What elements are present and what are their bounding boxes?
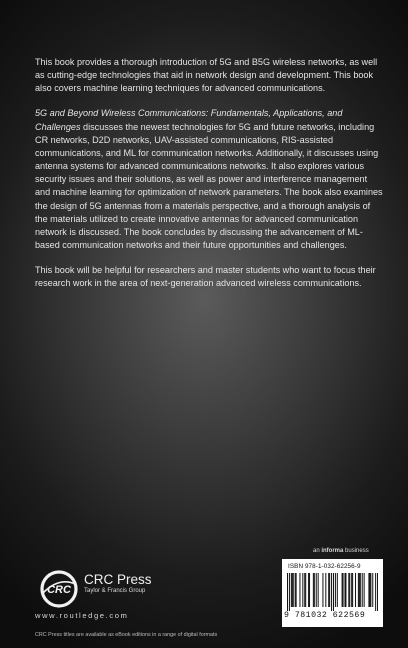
barcode-icon <box>287 573 378 611</box>
barcode-bar <box>304 573 305 607</box>
isbn-barcode-box <box>282 559 383 627</box>
barcode-bar <box>291 573 292 607</box>
barcode-bar <box>335 573 336 607</box>
barcode-bar <box>329 573 330 607</box>
barcode-bar <box>368 573 369 607</box>
isbn-label: ISBN 978-1-032-62256-9 <box>288 563 361 570</box>
barcode-bar <box>370 573 371 607</box>
ean-first-digit: 9 <box>284 611 290 620</box>
publisher-name: CRC Press <box>84 572 152 587</box>
blurb-paragraph-3: This book will be helpful for researchers and master students who want to focus their research work in the area of next-generation advanced wireless communications. <box>35 265 376 289</box>
barcode-bar <box>344 573 345 607</box>
barcode-bar <box>299 573 300 607</box>
barcode-bar <box>325 573 326 607</box>
blurb-paragraph-2-body: discusses the newest technologies for 5G and future networks, including CR networks, D2D networks, UAV-assisted communications, RIS-assisted communications, and ML for communication networks. Additionally, it discusses using antenna systems for advanced communications networks. It also explores various security issues and their solutions, as well as power and interference management and machine learning for optimization of network parameters. The book also examines the design of 5G antennas from a materials perspective, and a thorough analysis of the materials utilized to create innovative antennas for advanced communication network is discussed. The book concludes by discussing the advancement of ML-based communication networks and their future opportunities and challenges. <box>35 121 383 251</box>
ean-right-group: 622569 <box>332 611 366 620</box>
informa-suffix: business <box>343 548 369 554</box>
barcode-bar <box>345 573 346 607</box>
informa-prefix: an <box>313 548 322 554</box>
crc-logo-text: CRC <box>47 584 71 596</box>
crc-press-logo-icon <box>39 569 79 609</box>
barcode-bar <box>287 573 288 611</box>
barcode-bar <box>372 573 373 607</box>
barcode-bar <box>314 573 315 607</box>
publisher-subtitle: Taylor & Francis Group <box>84 588 146 594</box>
informa-business-line <box>313 548 369 554</box>
barcode-bar <box>331 573 332 611</box>
barcode-bar <box>322 573 323 607</box>
barcode-bar <box>351 573 352 607</box>
barcode-bar <box>359 573 360 607</box>
ean-digits <box>284 611 381 620</box>
barcode-bar <box>333 573 334 611</box>
book-title-italic: 5G and Beyond Wireless Communications: Fundamentals, Applications, and Challenges <box>35 108 343 132</box>
ebook-availability-note: CRC Press titles are available as eBook editions in a range of digital formats <box>35 632 218 638</box>
barcode-bar <box>302 573 303 607</box>
barcode-bar <box>295 573 296 607</box>
blurb-paragraph-2 <box>35 107 383 252</box>
barcode-bar <box>292 573 293 607</box>
barcode-bar <box>337 573 338 607</box>
barcode-bar <box>309 573 310 607</box>
barcode-bar <box>349 573 350 607</box>
ean-left-group: 781032 <box>294 611 328 620</box>
barcode-bar <box>362 573 363 607</box>
publisher-website[interactable]: www.routledge.com <box>35 611 129 620</box>
barcode-bar <box>369 573 370 607</box>
barcode-bar <box>318 573 319 607</box>
barcode-bar <box>352 573 353 607</box>
barcode-bar <box>364 573 365 607</box>
barcode-bar <box>305 573 306 607</box>
barcode-bar <box>348 573 349 607</box>
barcode-bar <box>289 573 290 611</box>
barcode-bar <box>342 573 343 607</box>
barcode-bar <box>293 573 294 607</box>
blurb-text <box>35 56 383 303</box>
informa-brand: informa <box>321 548 344 554</box>
blurb-paragraph-1: This book provides a thorough introduction of 5G and B5G wireless networks, as well as cutting-edge technologies that aid in network design and development. This book also covers machine learning techniques for advanced communications. <box>35 57 378 94</box>
barcode-bar <box>360 573 361 607</box>
barcode-bar <box>358 573 359 607</box>
barcode-bar <box>296 573 297 607</box>
barcode-bar <box>355 573 356 607</box>
barcode-bar <box>375 573 376 611</box>
barcode-bar <box>377 573 378 611</box>
barcode-bar <box>308 573 309 607</box>
barcode-bar <box>328 573 329 607</box>
barcode-bar <box>316 573 317 607</box>
barcode-bar <box>343 573 344 607</box>
barcode-bar <box>313 573 314 607</box>
